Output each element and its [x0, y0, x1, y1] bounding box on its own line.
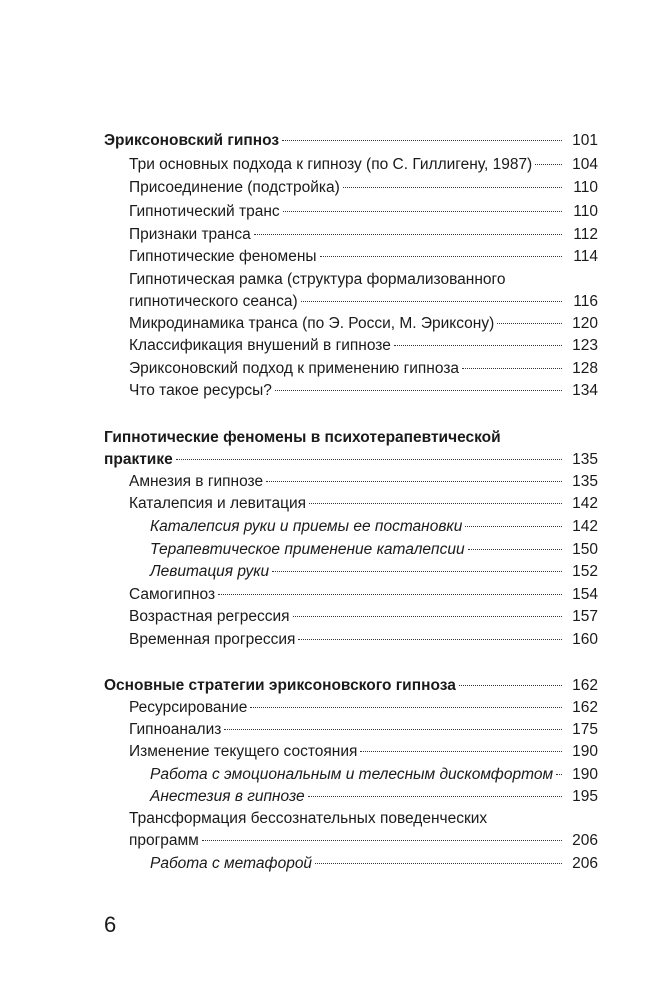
- leader-dots: [556, 774, 562, 775]
- toc-page-number: 190: [572, 743, 598, 760]
- toc-entry-title: Три основных подхода к гипнозу (по С. Гиллигену, 1987): [129, 156, 533, 173]
- toc-page-number: 123: [572, 337, 598, 354]
- toc-page-number: 190: [572, 766, 598, 783]
- toc-entry: [129, 629, 598, 651]
- leader-dots: [218, 594, 562, 595]
- toc-page-number: 104: [572, 156, 598, 173]
- leader-dots: [320, 256, 562, 257]
- toc-entry-title: Признаки транса: [129, 226, 251, 243]
- toc-entry: [129, 335, 598, 357]
- leader-dots: [301, 301, 562, 302]
- leader-dots: [282, 140, 562, 141]
- toc-entry-title-line1: Гипнотическая рамка (структура формализованного: [129, 271, 506, 288]
- toc-entry-title: Левитация руки: [150, 563, 270, 580]
- leader-dots: [315, 863, 562, 864]
- leader-dots: [176, 459, 562, 460]
- toc-page-number: 116: [573, 293, 598, 310]
- toc-entry-title: Амнезия в гипнозе: [129, 473, 264, 490]
- toc-page-number: 101: [572, 132, 598, 149]
- toc-page-number: 162: [572, 699, 598, 716]
- toc-entry-title-line1: Гипнотические феномены в психотерапевтической: [104, 429, 501, 446]
- toc-page-number: 110: [573, 203, 598, 220]
- leader-dots: [250, 707, 562, 708]
- toc-entry: [129, 808, 598, 852]
- toc-entry-title: Что такое ресурсы?: [129, 382, 272, 399]
- toc-entry-title: Присоединение (подстройка): [129, 179, 340, 196]
- toc-entry-title: Гипнотические феномены: [129, 248, 317, 265]
- toc-page-number: 114: [573, 248, 598, 265]
- toc-entry: [129, 741, 598, 763]
- leader-dots: [275, 390, 562, 391]
- toc-page-number: 206: [572, 855, 598, 872]
- leader-dots: [272, 571, 562, 572]
- toc-entry-title: Самогипноз: [129, 586, 216, 603]
- toc-entry: [129, 719, 598, 741]
- leader-dots: [293, 616, 562, 617]
- toc-entry: [150, 516, 598, 538]
- toc-entry: [129, 201, 598, 223]
- leader-dots: [535, 164, 562, 165]
- toc-entry: [129, 584, 598, 606]
- toc-entry: [129, 269, 598, 313]
- toc-entry: [129, 493, 598, 515]
- leader-dots: [254, 234, 562, 235]
- leader-dots: [202, 840, 562, 841]
- toc-page-number: 154: [572, 586, 598, 603]
- toc-page-number: 160: [572, 631, 598, 648]
- leader-dots: [462, 368, 562, 369]
- toc-page-number: 135: [572, 451, 598, 468]
- toc-entry-title: практике: [104, 451, 173, 468]
- leader-dots: [360, 751, 562, 752]
- leader-dots: [308, 796, 562, 797]
- toc-entry-title-line1: Трансформация бессознательных поведенческих: [129, 810, 488, 827]
- toc-page-number: 135: [572, 473, 598, 490]
- toc-entry-title: Гипноанализ: [129, 721, 222, 738]
- toc-page-number: 134: [572, 382, 598, 399]
- toc-page-number: 142: [572, 518, 598, 535]
- toc-entry: [129, 246, 598, 268]
- leader-dots: [394, 345, 562, 346]
- leader-dots: [266, 481, 562, 482]
- toc-entry-title: Каталепсия и левитация: [129, 495, 307, 512]
- leader-dots: [298, 639, 562, 640]
- toc-section-heading: [104, 427, 598, 471]
- toc-entry-title: Микродинамика транса (по Э. Росси, М. Эриксону): [129, 315, 495, 332]
- toc-page-number: 152: [572, 563, 598, 580]
- toc-entry: [129, 358, 598, 380]
- toc-entry: [129, 471, 598, 493]
- leader-dots: [309, 503, 562, 504]
- toc-entry: [129, 177, 598, 199]
- toc-page-number: 142: [572, 495, 598, 512]
- toc-entry-title: Работа с эмоциональным и телесным дискомфортом: [150, 766, 554, 783]
- toc-entry: [150, 561, 598, 583]
- toc-entry: [129, 224, 598, 246]
- toc-entry-title: Каталепсия руки и приемы ее постановки: [150, 518, 463, 535]
- toc-entry-title: Изменение текущего состояния: [129, 743, 358, 760]
- toc-page-number: 110: [573, 179, 598, 196]
- toc-entry: [129, 313, 598, 335]
- toc-page-number: 162: [572, 677, 598, 694]
- toc-entry: [150, 853, 598, 875]
- toc-section-heading: [104, 675, 598, 697]
- toc-entry: [129, 154, 598, 176]
- leader-dots: [497, 323, 562, 324]
- toc-entry-title: Классификация внушений в гипнозе: [129, 337, 391, 354]
- toc-entry-title: Временная прогрессия: [129, 631, 296, 648]
- toc-entry-title: Гипнотический транс: [129, 203, 280, 220]
- toc-page-number: 112: [573, 226, 598, 243]
- leader-dots: [283, 211, 562, 212]
- leader-dots: [224, 729, 562, 730]
- toc-page-number: 120: [572, 315, 598, 332]
- toc-page-number: 206: [572, 832, 598, 849]
- toc-entry: [150, 786, 598, 808]
- toc-page-number: 128: [572, 360, 598, 377]
- toc-entry: [129, 380, 598, 402]
- toc-entry: [129, 697, 598, 719]
- leader-dots: [465, 526, 562, 527]
- toc-entry-title: Эриксоновский подход к применению гипноза: [129, 360, 460, 377]
- toc-page-number: 157: [572, 608, 598, 625]
- toc-entry: [129, 606, 598, 628]
- toc-entry-title: Работа с метафорой: [150, 855, 313, 872]
- leader-dots: [468, 549, 562, 550]
- page-number: 6: [104, 912, 117, 937]
- toc-entry: [150, 539, 598, 561]
- toc-entry-title: Ресурсирование: [129, 699, 248, 716]
- toc-page-number: 195: [572, 788, 598, 805]
- toc-entry-title: гипнотического сеанса): [129, 293, 298, 310]
- toc-entry-title: Возрастная регрессия: [129, 608, 290, 625]
- toc-section-heading: [104, 130, 598, 152]
- toc-page-number: 175: [572, 721, 598, 738]
- toc-entry: [150, 764, 598, 786]
- toc-entry-title: программ: [129, 832, 199, 849]
- toc-page-number: 150: [572, 541, 598, 558]
- toc-entry-title: Эриксоновский гипноз: [104, 132, 280, 149]
- toc-entry-title: Анестезия в гипнозе: [150, 788, 305, 805]
- leader-dots: [343, 187, 562, 188]
- leader-dots: [459, 685, 562, 686]
- toc-entry-title: Терапевтическое применение каталепсии: [150, 541, 465, 558]
- toc-entry-title: Основные стратегии эриксоновского гипноза: [104, 677, 456, 694]
